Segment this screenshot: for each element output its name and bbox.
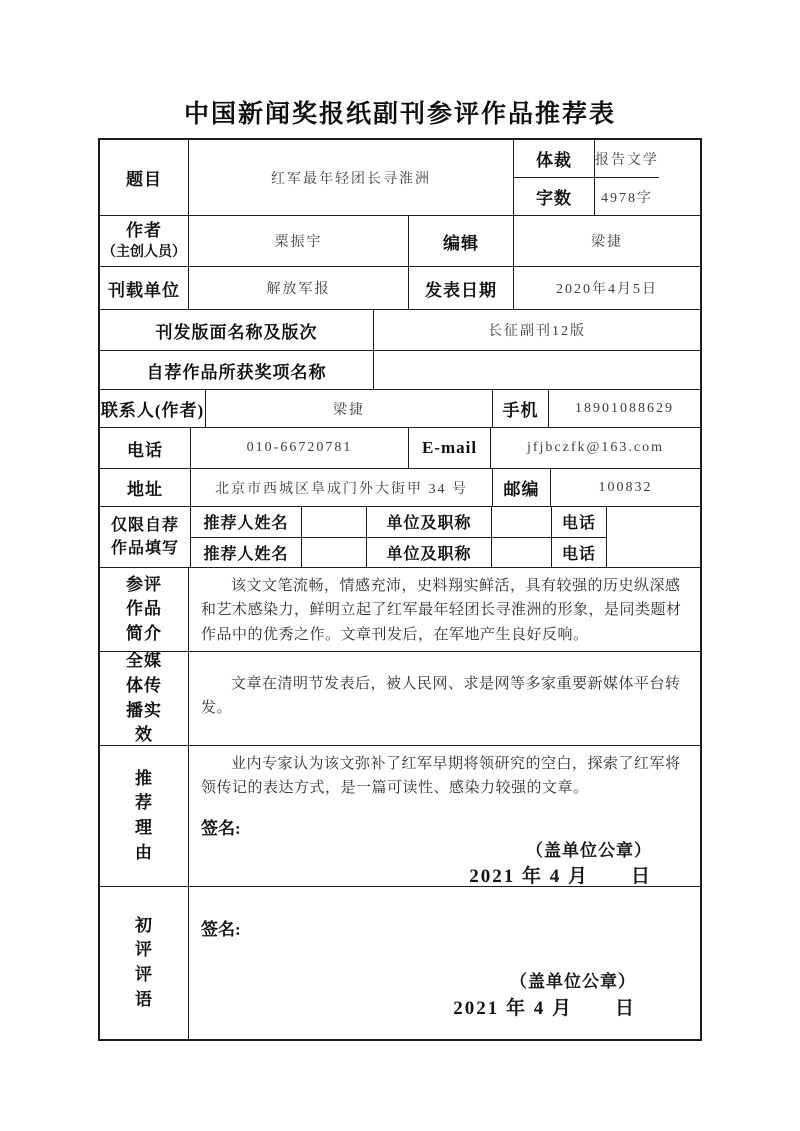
initial-label-line3: 评 (135, 965, 153, 984)
genre-wordcount-group (513, 140, 659, 215)
mobile-label: 手机 (492, 390, 548, 427)
initial-date: 2021 年 4 月 日 (453, 997, 636, 1019)
recommender-phone-label-1: 电话 (551, 507, 606, 537)
recommender-name-label-1: 推荐人姓名 (203, 515, 289, 533)
initial-review-content (188, 887, 700, 1039)
self-recommend-rows (190, 507, 607, 567)
row-page-name (100, 309, 700, 350)
publisher-label: 刊载单位 (108, 280, 180, 300)
intro-label (100, 568, 188, 651)
recommend-stamp: （盖单位公章） (526, 840, 652, 860)
row-media-effect (100, 651, 700, 745)
media-label-line2: 体传 (126, 675, 162, 695)
recommender-org-value-1 (491, 507, 551, 537)
publish-date-label: 发表日期 (408, 267, 513, 309)
initial-label-line2: 评 (135, 940, 153, 960)
intro-label-line2: 作品 (126, 599, 162, 619)
mobile-value: 18901088629 (548, 390, 700, 427)
recommender-name-label-2: 推荐人姓名 (203, 545, 289, 563)
row-genre (514, 140, 659, 177)
row-award-name (100, 350, 700, 389)
intro-label-line1: 参评 (126, 574, 162, 594)
recommender-name-value-1 (301, 507, 366, 537)
page-title: 中国新闻奖报纸副刊参评作品推荐表 (183, 101, 616, 128)
recommender-org-label-1: 单位及职称 (366, 507, 491, 537)
award-name-value (373, 351, 700, 389)
media-label-line3: 播实 (126, 700, 162, 720)
intro-label-line3: 简介 (126, 623, 162, 643)
recommender-phone-value-2 (606, 538, 607, 568)
media-label-line1: 全媒 (126, 652, 162, 671)
self-recommend-label-line2: 作品填写 (110, 540, 179, 557)
email-label: E-mail (408, 428, 490, 468)
recommender-row-1 (191, 507, 607, 537)
recommend-reason-text: 业内专家认为该文弥补了红军早期将领研究的空白，探索了红军将领传记的表达方式，是一篇可读性、感染力较强的文章。 (201, 756, 681, 797)
contact-value: 梁捷 (205, 390, 492, 427)
editor-label: 编辑 (408, 216, 513, 266)
publisher-value: 解放军报 (188, 267, 408, 309)
recommend-label-line1: 推 (135, 768, 153, 788)
initial-sign-label: 签名: (201, 920, 241, 939)
page-name-label: 刊发版面名称及版次 (155, 322, 318, 342)
wordcount-value: 4978字 (594, 178, 659, 215)
initial-stamp-block (201, 970, 688, 1022)
phone-value: 010-66720781 (190, 428, 408, 468)
recommender-row-2 (191, 537, 607, 568)
author-label-line1: 作者 (126, 220, 162, 240)
self-recommend-label (100, 507, 190, 567)
recommender-name-value-2 (301, 538, 366, 568)
intro-text: 该文文笔流畅，情感充沛，史料翔实鲜活，具有较强的历史纵深感和艺术感染力，鲜明立起了红军最年轻团长寻淮洲的形象，是同类题材作品中的优秀之作。文章刊发后，在军地产生良好反响。 (201, 578, 682, 643)
initial-label-line4: 语 (135, 989, 153, 1009)
zip-value: 100832 (550, 469, 700, 506)
award-name-label: 自荐作品所获奖项名称 (146, 362, 327, 382)
row-wordcount (514, 177, 659, 215)
author-label-line2: （主创人员） (102, 245, 186, 261)
genre-label: 体裁 (536, 151, 572, 170)
genre-value: 报告文学 (594, 140, 659, 177)
media-effect-text: 文章在清明节发表后，被人民网、求是网等多家重要新媒体平台转发。 (201, 676, 681, 717)
page-name-value: 长征副刊12版 (373, 310, 700, 350)
recommend-stamp-block (201, 839, 688, 886)
author-value: 栗振宇 (188, 216, 408, 266)
initial-review-label (100, 887, 188, 1039)
recommend-label-line3: 理 (135, 818, 153, 837)
row-title (100, 140, 700, 215)
title-label: 题目 (126, 170, 162, 189)
row-publisher (100, 266, 700, 309)
recommend-label-line2: 荐 (135, 793, 153, 813)
row-contact (100, 389, 700, 427)
address-value: 北京市西城区阜成门外大街甲 34 号 (190, 469, 492, 506)
recommender-phone-label-2: 电话 (551, 538, 606, 568)
zip-label: 邮编 (492, 469, 550, 506)
recommend-reason-label (100, 746, 188, 886)
email-value: jfjbczfk@163.com (490, 428, 700, 468)
contact-label: 联系人(作者) (100, 401, 205, 420)
address-label: 地址 (127, 480, 163, 499)
row-address (100, 468, 700, 506)
row-phone-email (100, 427, 700, 468)
recommend-label-line4: 由 (135, 842, 153, 862)
row-initial-review (100, 886, 700, 1039)
initial-stamp: （盖单位公章） (510, 972, 636, 991)
publish-date-value: 2020年4月5日 (513, 267, 700, 309)
self-recommend-label-line1: 仅限自荐 (110, 516, 179, 534)
title-value: 红军最年轻团长寻淮洲 (188, 140, 513, 215)
media-label-line4: 效 (135, 725, 153, 745)
row-intro (100, 567, 700, 651)
row-self-recommend (100, 506, 700, 567)
row-author (100, 215, 700, 266)
phone-label: 电话 (127, 440, 163, 460)
recommender-org-value-2 (491, 538, 551, 568)
recommendation-form-table (98, 138, 702, 1041)
recommender-org-label-2: 单位及职称 (366, 538, 491, 568)
wordcount-label: 字数 (536, 189, 572, 208)
initial-label-line1: 初 (135, 915, 153, 935)
editor-value: 梁捷 (513, 216, 700, 266)
recommend-reason-content (188, 746, 700, 886)
recommend-date: 2021 年 4 月 日 (469, 866, 652, 886)
media-effect-content (188, 652, 700, 745)
media-effect-label (100, 652, 188, 745)
row-recommend-reason (100, 745, 700, 886)
recommend-sign-label: 签名: (201, 818, 241, 838)
author-label (100, 216, 188, 266)
recommender-phone-value-1 (606, 507, 607, 537)
intro-content (188, 568, 700, 651)
